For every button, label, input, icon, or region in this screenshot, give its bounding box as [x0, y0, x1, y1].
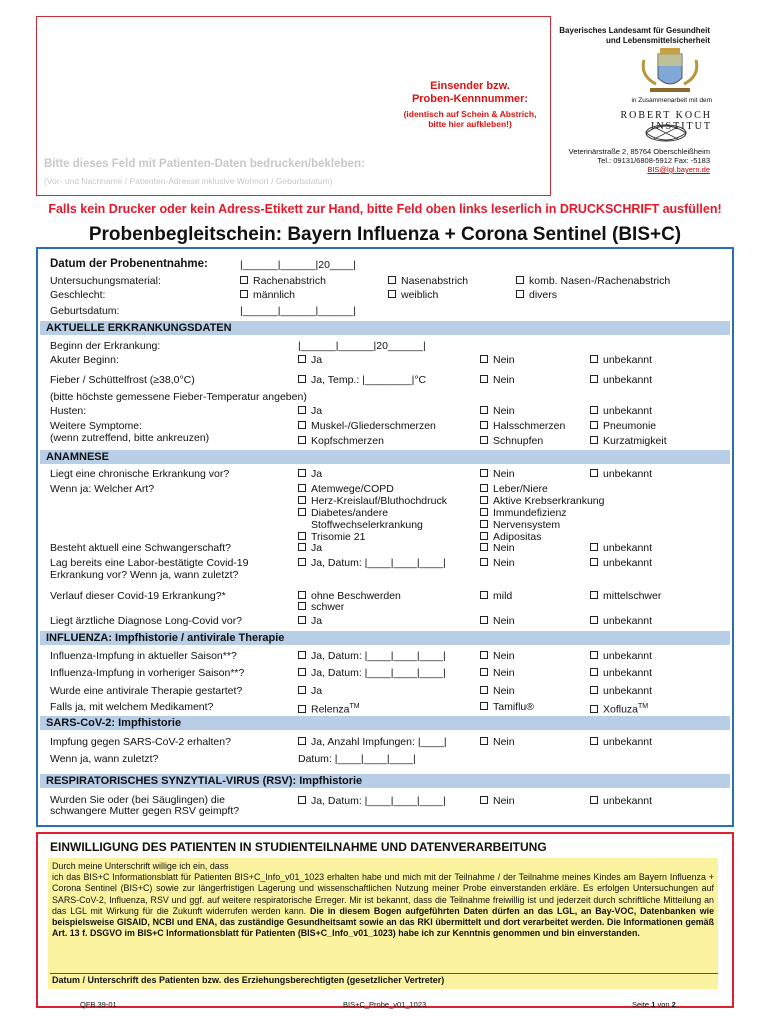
cond-krebs[interactable]: Aktive Krebserkrankung	[480, 495, 604, 507]
warning-text: Falls kein Drucker oder kein Adress-Etikett zur Hand, bitte Feld oben links leserlich in DRUCKSCHRIFT ausfüllen!	[48, 202, 722, 216]
cond-diab-2: Stoffwechselerkrankung	[311, 519, 423, 531]
consent-intro: Durch meine Unterschrift willige ich ein, dass	[52, 861, 229, 871]
page-title: Probenbegleitschein: Bayern Influenza + Corona Sentinel (BIS+C)	[88, 224, 682, 245]
consent-text	[52, 861, 714, 939]
fever-unbek[interactable]: unbekannt	[590, 374, 652, 386]
onset-label: Beginn der Erkrankung:	[50, 340, 161, 352]
birth-field[interactable]: |______|______|______|	[240, 305, 357, 317]
phone-line: Tel.: 09131/6808-5912 Fax: -5183	[597, 156, 710, 165]
sym-pneu[interactable]: Pneumonie	[590, 420, 656, 432]
sender-label-2: Proben-Kennnummer:	[411, 93, 529, 105]
antiviral-ja[interactable]: Ja	[298, 685, 322, 697]
fever-ja[interactable]: Ja, Temp.: |________|°C	[298, 374, 426, 386]
patient-field-label: Bitte dieses Feld mit Patienten-Daten bedrucken/bekleben:	[44, 158, 365, 170]
cond-adip[interactable]: Adipositas	[480, 531, 541, 543]
lgl-address	[569, 147, 710, 174]
fever-nein[interactable]: Nein	[480, 374, 515, 386]
sender-note-1: (identisch auf Schein & Abstrich,	[403, 109, 537, 119]
antiviral-nein[interactable]: Nein	[480, 685, 515, 697]
bavarian-crest-icon	[636, 48, 704, 94]
gender-female-checkbox[interactable]: weiblich	[388, 289, 438, 301]
flu-prev-nein[interactable]: Nein	[480, 667, 515, 679]
flu-prev-ja[interactable]: Ja, Datum: |____|____|____|	[298, 667, 446, 679]
med-relenza[interactable]: Relenza™	[298, 701, 360, 716]
flu-prev-label: Influenza-Impfung in vorheriger Saison**?	[50, 667, 245, 679]
flu-current-ja[interactable]: Ja, Datum: |____|____|____|	[298, 650, 446, 662]
date-field[interactable]: |______|______|20____|	[240, 259, 357, 271]
fever-note: (bitte höchste gemessene Fieber-Temperatur angeben)	[50, 391, 307, 403]
longcovid-label: Liegt ärztliche Diagnose Long-Covid vor?	[50, 615, 243, 627]
cough-label: Husten:	[50, 405, 87, 417]
antiviral-label: Wurde eine antivirale Therapie gestartet?	[50, 685, 243, 697]
chronic-unbek[interactable]: unbekannt	[590, 468, 652, 480]
rsv-unbek[interactable]: unbekannt	[590, 795, 652, 807]
preg-unbek[interactable]: unbekannt	[590, 542, 652, 554]
symptoms-note: (wenn zutreffend, bitte ankreuzen)	[50, 432, 210, 444]
mat-rachen-checkbox[interactable]: Rachenabstrich	[240, 275, 326, 287]
course-schwer[interactable]: schwer	[298, 601, 344, 613]
preg-nein[interactable]: Nein	[480, 542, 515, 554]
section-current-illness: AKTUELLE ERKRANKUNGSDATEN	[40, 321, 730, 335]
consent-title: EINWILLIGUNG DES PATIENTEN IN STUDIENTEILNAHME UND DATENVERARBEITUNG	[50, 840, 547, 854]
acute-nein[interactable]: Nein	[480, 354, 515, 366]
footer-form-id: QFB 39-01	[80, 1000, 117, 1009]
preg-ja[interactable]: Ja	[298, 542, 322, 554]
rsv-nein[interactable]: Nein	[480, 795, 515, 807]
email-link[interactable]: BIS@lgl.bayern.de	[647, 165, 710, 174]
section-sars: SARS-CoV-2: Impfhistorie	[40, 716, 730, 730]
cond-herz[interactable]: Herz-Kreislauf/Bluthochdruck	[298, 495, 447, 507]
covid-prev-label-2: Erkrankung vor? Wenn ja, wann zuletzt?	[50, 569, 239, 581]
course-mild[interactable]: mild	[480, 590, 512, 602]
sym-kurz[interactable]: Kurzatmigkeit	[590, 435, 667, 447]
covid-prev-ja[interactable]: Ja, Datum: |____|____|____|	[298, 557, 446, 569]
mat-nasen-checkbox[interactable]: Nasenabstrich	[388, 275, 468, 287]
cooperation-text: in Zusammenarbeit mit dem	[631, 97, 712, 104]
cough-ja[interactable]: Ja	[298, 405, 322, 417]
lgl-line-2: und Lebensmittelsicherheit	[605, 36, 710, 45]
cough-unbek[interactable]: unbekannt	[590, 405, 652, 417]
sender-label-1: Einsender bzw.	[430, 80, 510, 92]
sars-last-date[interactable]: Datum: |____|____|____|	[298, 753, 416, 765]
flu-current-nein[interactable]: Nein	[480, 650, 515, 662]
course-ohne[interactable]: ohne Beschwerden	[298, 590, 401, 602]
patient-field-sublabel: (Vor- und Nachname / Patienten-Adresse inklusive Wohnort / Geburtsdatum)	[44, 176, 333, 186]
covid-prev-nein[interactable]: Nein	[480, 557, 515, 569]
med-xofluza[interactable]: Xofluza™	[590, 701, 648, 716]
course-label: Verlauf dieser Covid-19 Erkrankung?*	[50, 590, 226, 602]
signature-label: Datum / Unterschrift des Patienten bzw. des Erziehungsberechtigten (gesetzlicher Vertreter)	[52, 975, 445, 985]
med-tamiflu[interactable]: Tamiflu®	[480, 701, 534, 713]
sym-hals[interactable]: Halsschmerzen	[480, 420, 565, 432]
sars-vacc-ja[interactable]: Ja, Anzahl Impfungen: |____|	[298, 736, 447, 748]
cough-nein[interactable]: Nein	[480, 405, 515, 417]
acute-unbek[interactable]: unbekannt	[590, 354, 652, 366]
sender-id-field[interactable]	[392, 80, 548, 129]
cond-diab[interactable]: Diabetes/andere	[298, 507, 388, 519]
gender-diverse-checkbox[interactable]: divers	[516, 289, 557, 301]
material-label: Untersuchungsmaterial:	[50, 275, 161, 287]
section-anamnesis: ANAMNESE	[40, 450, 730, 464]
chronic-nein[interactable]: Nein	[480, 468, 515, 480]
signature-line[interactable]	[50, 973, 718, 974]
antiviral-unbek[interactable]: unbekannt	[590, 685, 652, 697]
sym-schnupfen[interactable]: Schnupfen	[480, 435, 543, 447]
footer-doc-version: BIS+C_Probe_v01_1023	[343, 1000, 427, 1009]
gender-label: Geschlecht:	[50, 289, 106, 301]
cond-immun[interactable]: Immundefizienz	[480, 507, 567, 519]
sender-note-2: bitte hier aufkleben!)	[428, 119, 512, 129]
cond-trisomie[interactable]: Trisomie 21	[298, 531, 365, 543]
medication-label: Falls ja, mit welchem Medikament?	[50, 701, 214, 713]
fever-label: Fieber / Schüttelfrost (≥38,0°C)	[50, 374, 195, 386]
lgl-name	[559, 26, 710, 46]
consent-body: ich das BIS+C Informationsblatt für Patienten BIS+C_Info_v01_1023 erhalten habe und mich mit der Teilnahme / der Teilnahme meines Kindes am Bayern Influenza + Corona Sentinel (BIS+C) sowie zur längerfristigen Lagerung und wissenschaftlichen Nutzung meiner Probe einverstanden erkläre. Es erfolgen Untersuchungen auf SARS-CoV-2, Influenza, RSV und ggf. auf weitere respiratorische Erreger. Mir ist bekannt, dass die Teilnahme freiwillig ist und jederzeit durch schriftliche Mitteilung an das LGL mit Wirkung für die Zukunft widerrufen werden kann. Die in diesem Bogen aufgeführten Daten dürfen an das LGL, an Bay-VOC, Datenbanken wie beispielsweise GISAID, NCBI und ENA, das zuständige Gesundheitsamt sowie an das RKI übermittelt und dort verarbeitet werden. Die Informationen gemäß Art. 13 f. DSGVO im BIS+C Informationsblatt für Patienten (BIS+C_Info_v01_1023) habe ich zur Kenntnis genommen und bin einverstanden.	[52, 872, 715, 939]
longcovid-nein[interactable]: Nein	[480, 615, 515, 627]
covid-prev-label: Lag bereits eine Labor-bestätigte Covid-19	[50, 557, 249, 569]
sars-last-label: Wenn ja, wann zuletzt?	[50, 753, 159, 765]
pregnancy-label: Besteht aktuell eine Schwangerschaft?	[50, 542, 231, 554]
chronic-ja[interactable]: Ja	[298, 468, 322, 480]
onset-field[interactable]: |______|______|20______|	[298, 340, 426, 352]
sars-vacc-nein[interactable]: Nein	[480, 736, 515, 748]
flu-prev-unbek[interactable]: unbekannt	[590, 667, 652, 679]
sars-vacc-unbek[interactable]: unbekannt	[590, 736, 652, 748]
cond-nerven[interactable]: Nervensystem	[480, 519, 560, 531]
acute-ja[interactable]: Ja	[298, 354, 322, 366]
chronic-type-label: Wenn ja: Welcher Art?	[50, 483, 155, 495]
cond-leber[interactable]: Leber/Niere	[480, 483, 548, 495]
rsv-label-2: schwangere Mutter gegen RSV geimpft?	[50, 805, 240, 817]
section-influenza: INFLUENZA: Impfhistorie / antivirale Therapie	[40, 631, 730, 645]
chronic-label: Liegt eine chronische Erkrankung vor?	[50, 468, 230, 480]
sars-vacc-label: Impfung gegen SARS-CoV-2 erhalten?	[50, 736, 231, 748]
sym-kopf[interactable]: Kopfschmerzen	[298, 435, 384, 447]
flu-current-unbek[interactable]: unbekannt	[590, 650, 652, 662]
acute-label: Akuter Beginn:	[50, 354, 119, 366]
sym-muskel[interactable]: Muskel-/Gliederschmerzen	[298, 420, 436, 432]
lgl-line-1: Bayerisches Landesamt für Gesundheit	[559, 26, 710, 35]
longcovid-unbek[interactable]: unbekannt	[590, 615, 652, 627]
rki-logo-text: ROBERT KOCH INSTITUT	[620, 110, 712, 132]
gender-male-checkbox[interactable]: männlich	[240, 289, 295, 301]
covid-prev-unbek[interactable]: unbekannt	[590, 557, 652, 569]
footer-page: Seite 1 von 2	[632, 1000, 676, 1009]
longcovid-ja[interactable]: Ja	[298, 615, 322, 627]
rki-logo-icon	[636, 121, 696, 145]
section-rsv: RESPIRATORISCHES SYNZYTIAL-VIRUS (RSV): Impfhistorie	[40, 774, 730, 788]
birth-label: Geburtsdatum:	[50, 305, 120, 317]
course-mittel[interactable]: mittelschwer	[590, 590, 661, 602]
date-label: Datum der Probenentnahme:	[50, 258, 208, 270]
address-line: Veterinärstraße 2, 85764 Oberschleißheim	[568, 147, 710, 156]
rsv-label: Wurden Sie oder (bei Säuglingen) die	[50, 794, 225, 806]
mat-komb-checkbox[interactable]: komb. Nasen-/Rachenabstrich	[516, 275, 670, 287]
cond-atem[interactable]: Atemwege/COPD	[298, 483, 394, 495]
flu-current-label: Influenza-Impfung in aktueller Saison**?	[50, 650, 237, 662]
rsv-ja[interactable]: Ja, Datum: |____|____|____|	[298, 795, 446, 807]
symptoms-label: Weitere Symptome:	[50, 420, 143, 432]
